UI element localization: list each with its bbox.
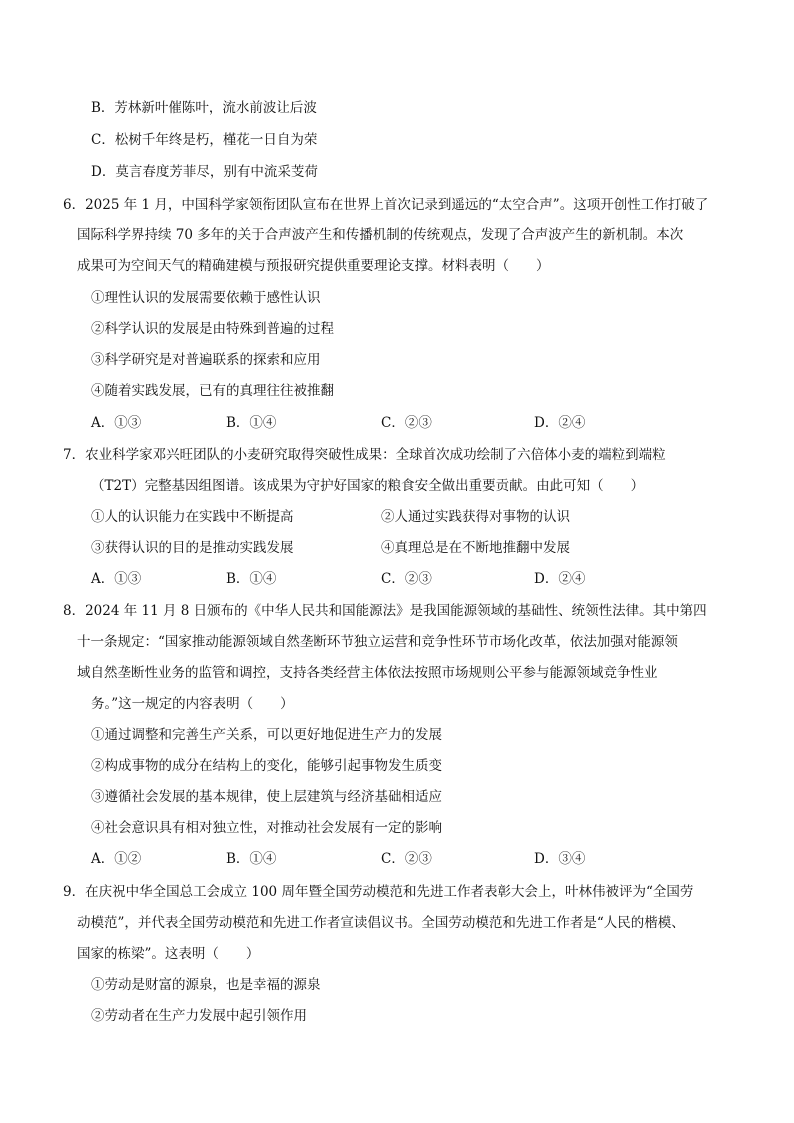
q9-stem-line-3: 国家的栋梁”。这表明（ ）: [77, 946, 260, 962]
q6-stem-line-1: 6．2025 年 1 月，中国科学家领衔团队宣布在世界上首次记录到遥远的“太空合声”。这项开创性工作打破了: [63, 197, 709, 213]
q8-option-c[interactable]: C．②③: [381, 851, 432, 867]
q8-stem-line-4: 务。”这一规定的内容表明（ ）: [91, 696, 294, 712]
option-d: D．莫言春度芳菲尽，别有中流采芰荷: [91, 164, 318, 180]
q7-item-2: ②人通过实践获得对事物的认识: [381, 509, 570, 525]
q6-item-3: ③科学研究是对普遍联系的探索和应用: [91, 352, 321, 368]
option-b: B．芳林新叶催陈叶，流水前波让后波: [91, 100, 317, 116]
q8-option-b[interactable]: B．①④: [226, 851, 277, 867]
q8-options: [91, 849, 731, 869]
q9-stem-line-2: 动模范”，并代表全国劳动模范和先进工作者宣读倡议书。全国劳动模范和先进工作者是“人民的楷模、: [77, 915, 685, 931]
q8-item-4: ④社会意识具有相对独立性，对推动社会发展有一定的影响: [91, 820, 442, 836]
q7-option-d[interactable]: D．②④: [534, 571, 586, 587]
q8-stem-line-2: 十一条规定：“国家推动能源领域自然垄断环节独立运营和竞争性环节市场化改革，依法加强对能源领: [77, 634, 678, 650]
q7-option-a[interactable]: A．①③: [91, 571, 142, 587]
q8-stem-line-3: 域自然垄断性业务的监管和调控，支持各类经营主体依法按照市场规则公平参与能源领域竞争性业: [77, 665, 658, 681]
q7-items-row-1: [91, 507, 731, 527]
q9-item-1: ①劳动是财富的源泉，也是幸福的源泉: [91, 977, 321, 993]
q7-stem-line-2: （T2T）完整基因组图谱。该成果为守护好国家的粮食安全做出重要贡献。由此可知（ ）: [91, 478, 645, 494]
q9-item-2: ②劳动者在生产力发展中起引领作用: [91, 1008, 307, 1024]
q7-options: [91, 569, 731, 589]
q8-item-1: ①通过调整和完善生产关系，可以更好地促进生产力的发展: [91, 727, 442, 743]
q6-option-c[interactable]: C．②③: [381, 415, 432, 431]
q6-item-4: ④随着实践发展，已有的真理往往被推翻: [91, 383, 334, 399]
q6-stem-line-3: 成果可为空间天气的精确建模与预报研究提供重要理论支撑。材料表明（ ）: [77, 258, 550, 274]
q8-stem-line-1: 8．2024 年 11 月 8 日颁布的《中华人民共和国能源法》是我国能源领域的基础性、统领性法律。其中第四: [63, 603, 707, 619]
q8-option-d[interactable]: D．③④: [534, 851, 586, 867]
q6-item-1: ①理性认识的发展需要依赖于感性认识: [91, 290, 321, 306]
q8-item-2: ②构成事物的成分在结构上的变化，能够引起事物发生质变: [91, 758, 442, 774]
q8-item-3: ③遵循社会发展的基本规律，使上层建筑与经济基础相适应: [91, 789, 442, 805]
q7-items-row-2: [91, 538, 731, 558]
q9-stem-line-1: 9．在庆祝中华全国总工会成立 100 周年暨全国劳动模范和先进工作者表彰大会上，叶林伟被评为“全国劳: [63, 884, 694, 900]
q7-stem-line-1: 7．农业科学家邓兴旺团队的小麦研究取得突破性成果：全球首次成功绘制了六倍体小麦的端粒到端粒: [63, 447, 666, 463]
q7-item-1: ①人的认识能力在实践中不断提高: [91, 509, 294, 525]
q8-option-a[interactable]: A．①②: [91, 851, 142, 867]
q7-option-c[interactable]: C．②③: [381, 571, 432, 587]
q6-option-b[interactable]: B．①④: [226, 415, 277, 431]
q6-option-a[interactable]: A．①③: [91, 415, 142, 431]
q7-item-4: ④真理总是在不断地推翻中发展: [381, 540, 570, 556]
q6-options: [91, 413, 731, 433]
q7-option-b[interactable]: B．①④: [226, 571, 277, 587]
option-c: C．松树千年终是朽，槿花一日自为荣: [91, 132, 318, 148]
q6-item-2: ②科学认识的发展是由特殊到普遍的过程: [91, 321, 334, 337]
q7-item-3: ③获得认识的目的是推动实践发展: [91, 540, 294, 556]
q6-option-d[interactable]: D．②④: [534, 415, 586, 431]
q6-stem-line-2: 国际科学界持续 70 多年的关于合声波产生和传播机制的传统观点，发现了合声波产生的新机制。本次: [77, 227, 684, 243]
